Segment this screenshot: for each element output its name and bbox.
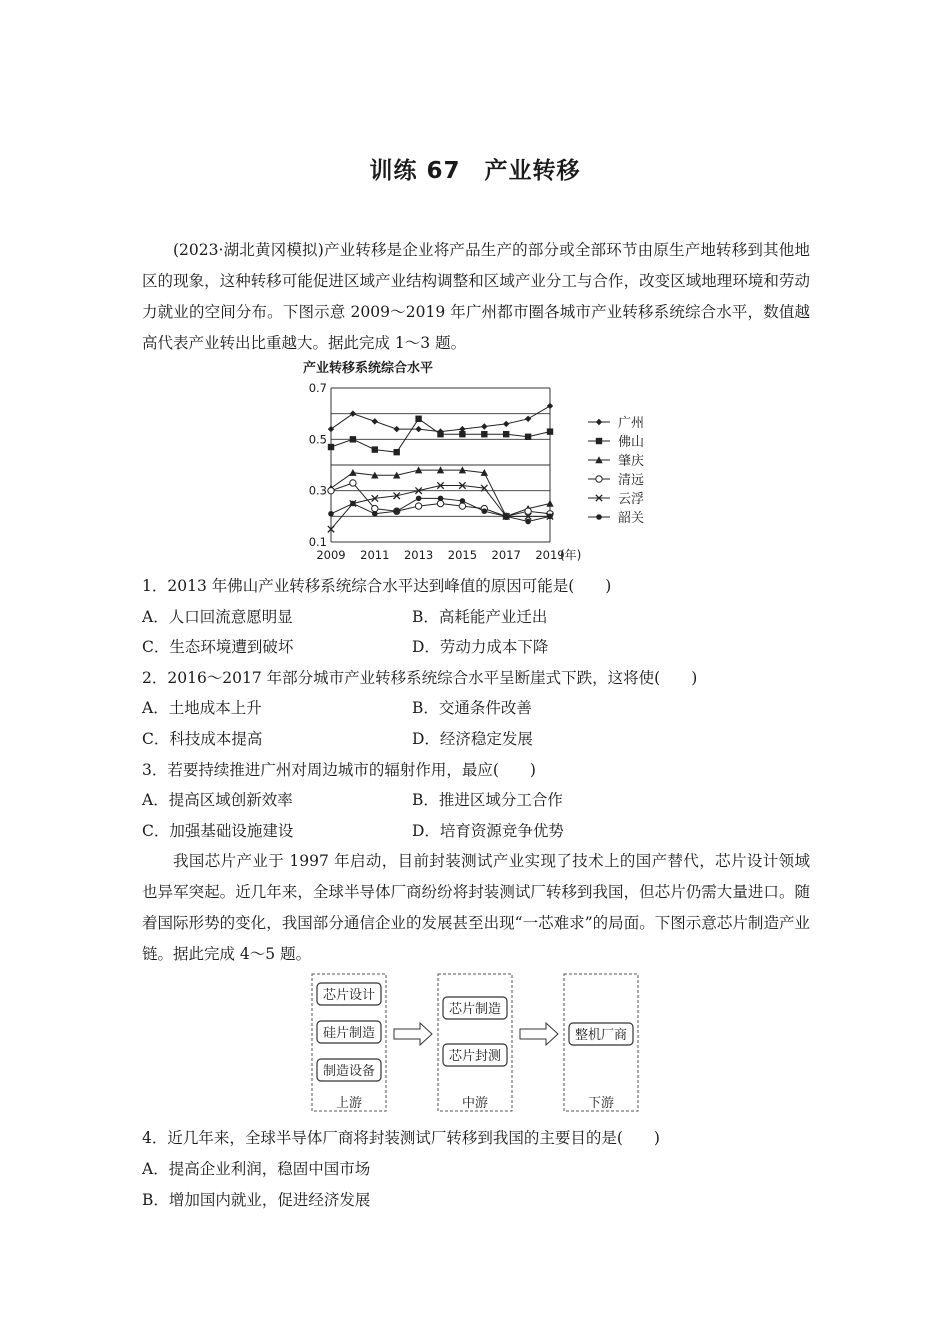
upstream-label: 上游: [335, 1096, 363, 1111]
page-title: 训练 67 产业转移: [369, 158, 581, 184]
data-point: [394, 508, 400, 514]
chart-x-tick-label: 2011: [360, 548, 390, 562]
data-point: [350, 480, 356, 486]
data-point: [372, 446, 378, 452]
legend-marker: [596, 514, 602, 520]
chart-x-ticks: [316, 548, 564, 562]
data-point: [350, 410, 356, 416]
chart-x-tick-label: 2015: [447, 548, 478, 562]
data-point: [416, 496, 422, 502]
q1-option-c: C．生态环境遭到破坏: [142, 638, 294, 656]
data-point: [546, 500, 553, 507]
data-point: [482, 508, 488, 514]
chart-y-tick-label: 0.3: [308, 483, 327, 498]
data-point: [525, 434, 531, 440]
q3-option-b: B．推进区域分工合作: [412, 791, 563, 809]
data-point: [394, 426, 400, 432]
series-diamond: [328, 403, 553, 435]
midstream-column: [438, 974, 512, 1111]
data-point: [547, 403, 553, 409]
series-line: [331, 406, 550, 432]
chip-industry-chain-diagram: [308, 970, 648, 1116]
data-point: [328, 511, 334, 517]
q2-option-d: D．经济稳定发展: [412, 730, 533, 748]
q4-option-b: B．增加国内就业，促进经济发展: [142, 1191, 371, 1209]
data-point: [481, 431, 487, 437]
question-1-stem: 1．2013 年佛山产业转移系统综合水平达到峰值的原因可能是( ): [142, 577, 612, 595]
chart-y-tick-label: 0.1: [308, 535, 327, 549]
question-4-stem: 4．近几年来，全球半导体厂商将封装测试厂转移到我国的主要目的是( ): [142, 1129, 660, 1147]
legend-item: [588, 434, 644, 450]
chart-series: [327, 403, 553, 533]
data-point: [460, 498, 466, 504]
legend-label: 韶关: [618, 511, 645, 526]
data-point: [503, 431, 509, 437]
data-point: [481, 423, 487, 429]
chart-x-tick-label: 2017: [491, 548, 521, 562]
data-point: [525, 416, 531, 422]
downstream-item-oem: 整机厂商: [574, 1028, 628, 1043]
chart-x-tick-label: 2009: [316, 548, 346, 562]
data-point: [547, 428, 553, 434]
arrow-up-to-mid: [394, 1023, 432, 1045]
data-point: [372, 418, 378, 424]
industry-transfer-line-chart: [298, 352, 658, 564]
arrow-mid-to-down: [520, 1023, 558, 1045]
legend-item: [588, 510, 644, 526]
data-point: [437, 500, 443, 506]
upstream-column: [312, 974, 386, 1111]
legend-marker: [596, 438, 602, 444]
data-point: [415, 503, 421, 509]
q4-option-a: A．提高企业利润，稳固中国市场: [142, 1160, 371, 1178]
data-point: [437, 431, 443, 437]
chart-x-tick-label: 2019: [535, 548, 565, 562]
series-dot: [328, 496, 553, 525]
midstream-label: 中游: [461, 1096, 489, 1111]
q2-option-c: C．科技成本提高: [142, 730, 263, 748]
q3-option-a: A．提高区域创新效率: [142, 791, 293, 809]
data-point: [459, 503, 465, 509]
upstream-item-chip-design: 芯片设计: [322, 988, 376, 1003]
series-square: [328, 416, 553, 456]
data-point: [328, 426, 334, 432]
chart-x-unit: (年): [560, 548, 582, 562]
data-point: [459, 431, 465, 437]
q3-option-d: D．培育资源竞争优势: [412, 822, 564, 840]
legend-label: 佛山: [618, 435, 645, 450]
upstream-item-equipment: 制造设备: [322, 1064, 376, 1079]
legend-marker: [596, 419, 602, 425]
chart-x-tick-label: 2013: [403, 548, 434, 562]
chart-y-ticks: [309, 381, 327, 549]
data-point: [394, 449, 400, 455]
data-point: [350, 501, 356, 507]
intro-paragraph-1: (2023·湖北黄冈模拟)产业转移是企业将产品生产的部分或全部环节由原生产地转移到其他地区的现象，这种转移可能促进区域产业结构调整和区域产业分工与合作，改变区域地理环境和劳动力就业的空间分布。下图示意 2009～2019 年广州都市圈各城市产业转移系统综合水平，数值越高代表产业转出比重越大。据此完成 1～3 题。: [142, 241, 810, 352]
data-point: [372, 511, 378, 517]
chart-title: 产业转移系统综合水平: [303, 361, 434, 376]
data-point: [525, 519, 531, 525]
data-point: [350, 436, 356, 442]
data-point: [503, 421, 509, 427]
legend-item: [588, 472, 644, 488]
downstream-column: [564, 974, 638, 1111]
q3-option-c: C．加强基础设施建设: [142, 822, 294, 840]
legend-item: [588, 492, 644, 507]
data-point: [438, 496, 444, 502]
data-point: [372, 505, 378, 511]
legend-label: 广州: [618, 416, 645, 431]
chart-y-tick-label: 0.7: [308, 381, 327, 395]
data-point: [415, 426, 421, 432]
legend-item: [588, 453, 644, 469]
data-point: [503, 514, 509, 520]
legend-marker: [596, 476, 602, 482]
data-point: [328, 487, 334, 493]
question-2-stem: 2．2016～2017 年部分城市产业转移系统综合水平呈断崖式下跌，这将使( ): [142, 669, 698, 687]
chart-legend: [588, 416, 644, 526]
legend-item: [588, 416, 644, 431]
q2-option-a: A．土地成本上升: [142, 699, 262, 717]
data-point: [328, 444, 334, 450]
midstream-item-manufacture: 芯片制造: [448, 1002, 502, 1017]
midstream-item-packaging: 芯片封测: [448, 1049, 502, 1064]
q1-option-b: B．高耗能产业迁出: [412, 608, 548, 626]
upstream-item-wafer: 硅片制造: [322, 1026, 376, 1041]
intro-paragraph-2: 我国芯片产业于 1997 年启动，目前封装测试产业实现了技术上的国产替代，芯片设计领域也异军突起。近几年来，全球半导体厂商纷纷将封装测试厂转移到我国，但芯片仍需大量进口。随着国际形势的变化，我国部分通信企业的发展甚至出现“一芯难求”的局面。下图示意芯片制造产业链。据此完成 4～5 题。: [142, 852, 810, 963]
data-point: [349, 469, 356, 476]
data-point: [415, 416, 421, 422]
chart-y-tick-label: 0.5: [308, 432, 327, 447]
legend-label: 肇庆: [618, 454, 645, 469]
downstream-label: 下游: [587, 1096, 615, 1111]
series-line: [331, 470, 550, 516]
q2-option-b: B．交通条件改善: [412, 699, 532, 717]
series-line: [331, 486, 550, 530]
q1-option-d: D．劳动力成本下降: [412, 638, 549, 656]
question-3-stem: 3．若要持续推进广州对周边城市的辐射作用，最应( ): [142, 761, 536, 779]
q1-option-a: A．人口回流意愿明显: [142, 608, 293, 626]
legend-label: 云浮: [618, 492, 645, 507]
data-point: [547, 514, 553, 520]
legend-label: 清远: [618, 473, 645, 488]
